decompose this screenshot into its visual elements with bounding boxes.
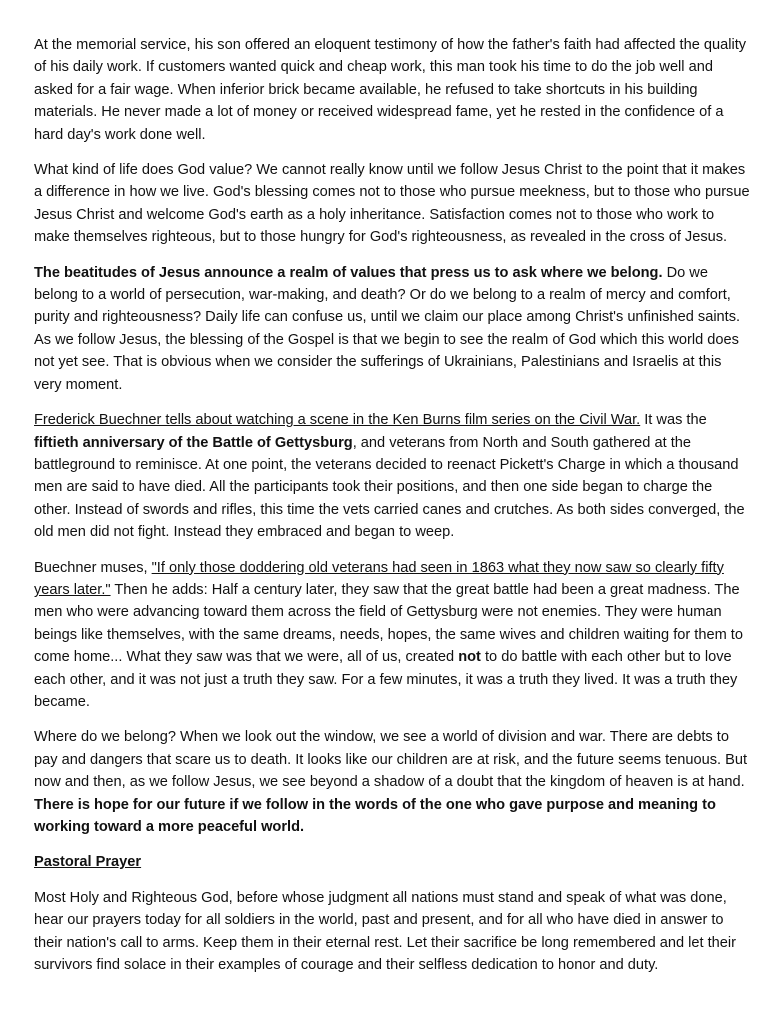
underlined-quote: "If only those doddering old veterans had seen in 1863 what they now saw so clearly fifty years later." <box>34 559 724 598</box>
bold-anniversary: fiftieth anniversary of the Battle of Gettysburg <box>34 434 353 451</box>
paragraph-god-value <box>34 159 752 249</box>
paragraph-buechner-muses <box>34 557 752 714</box>
paragraph-text: It was the <box>640 412 707 429</box>
paragraph-text: Do we belong to a world of persecution, war-making, and death? Or do we belong to a realm of mercy and comfort, purity and righteousness? Daily life can confuse us, until we claim our place among Christ's unfinished saints. As we follow Jesus, the blessing of the Gospel is that we begin to see the realm of God which this world does not yet see. That is obvious when we consider the sufferings of Ukrainians, Palestinians and Israelis at this very moment. <box>34 264 741 393</box>
underlined-reference: Frederick Buechner tells about watching a scene in the Ken Burns film series on the Civil War. <box>34 412 641 429</box>
bold-hope-statement: There is hope for our future if we follow in the words of the one who gave purpose and meaning to working toward a more peaceful world. <box>34 796 716 835</box>
paragraph-text: Buechner muses, <box>34 559 152 576</box>
bold-statement: The beatitudes of Jesus announce a realm of values that press us to ask where we belong. <box>34 264 663 281</box>
section-heading-pastoral-prayer: Pastoral Prayer <box>34 854 142 871</box>
paragraph-buechner-gettysburg <box>34 409 752 543</box>
paragraph-text: Then he adds: Half a century later, they saw that the great battle had been a great madness. The men who were advancing toward them across the field of Gettysburg were not enemies. They were human beings like themselves, with the same dreams, needs, hopes, the same wives and children waiting for them to come home... What they saw was that we were, all of us, created <box>34 581 743 666</box>
paragraph-memorial-service <box>34 34 752 146</box>
paragraph-text: Most Holy and Righteous God, before whose judgment all nations must stand and speak of what was done, hear our prayers today for all soldiers in the world, past and present, and for all who have died in answer to their nation's call to arms. Keep them in their eternal rest. Let their sacrifice be long remembered and let their survivors find solace in their examples of courage and their selfless dedication to honor and duty. <box>34 889 737 974</box>
paragraph-text: Where do we belong? When we look out the window, we see a world of division and war. There are debts to pay and dangers that scare us to death. It looks like our children are at risk, and the future seems tenuous. But now and then, as we follow Jesus, we see beyond a shadow of a doubt that the kingdom of heaven is at hand. <box>34 729 748 791</box>
paragraph-beatitudes <box>34 262 752 396</box>
document-page <box>34 34 752 989</box>
paragraph-text: What kind of life does God value? We cannot really know until we follow Jesus Christ to the point that it makes a difference in how we live. God's blessing comes not to those who pursue meekness, but to those who pursue Jesus Christ and welcome God's earth as a holy inheritance. Satisfaction comes not to those who work to make themselves righteous, but to those hungry for God's righteousness, as revealed in the cross of Jesus. <box>34 162 750 246</box>
paragraph-text: , and veterans from North and South gathered at the battleground to reminisce. At one point, the veterans decided to reenact Pickett's Charge in which a thousand men are said to have died. All the participants took their positions, and then one side began to charge the other. Instead of swords and rifles, this time the vets carried canes and crutches. As both sides converged, the old men did not fight. Instead they embraced and began to weep. <box>34 434 745 541</box>
paragraph-prayer <box>34 887 752 977</box>
paragraph-where-belong <box>34 726 752 838</box>
bold-not: not <box>458 649 481 666</box>
paragraph-text: to do battle with each other but to love each other, and it was not just a truth they saw. For a few minutes, it was a truth they lived. It was a truth they became. <box>34 649 738 710</box>
paragraph-text: At the memorial service, his son offered an eloquent testimony of how the father's faith had affected the quality of his daily work. If customers wanted quick and cheap work, this man took his time to do the job well and asked for a fair wage. When inferior brick became available, he refused to take shortcuts in his building materials. He never made a lot of money or received widespread fame, yet he rested in the confidence of a hard day's work done well. <box>34 37 747 143</box>
